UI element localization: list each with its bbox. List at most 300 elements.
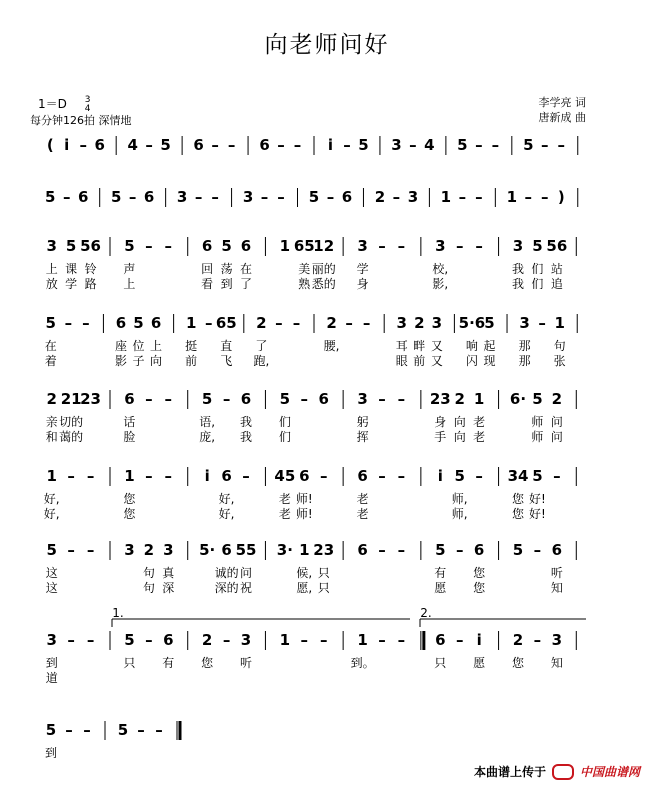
lyric-syllable: 师, — [451, 507, 468, 521]
lyric-syllable: 向 — [150, 354, 163, 368]
note: – — [277, 188, 285, 206]
note: 6 — [259, 136, 270, 154]
lyric-syllable: 只 — [434, 656, 447, 670]
note: 2 — [551, 390, 563, 408]
note: 45 — [274, 467, 296, 485]
lyric-syllable: 好! — [529, 507, 546, 521]
note: – — [145, 631, 153, 649]
lyric-syllable: 熟 — [298, 277, 311, 291]
note: 6 — [77, 188, 89, 206]
footer-text: 本曲谱上传于 — [473, 765, 546, 779]
lyric-syllable: 响 — [465, 339, 478, 353]
note: 2 — [454, 390, 465, 408]
note: – — [455, 631, 464, 649]
lyric-syllable: 到 — [220, 277, 233, 291]
note: 6 — [124, 390, 135, 408]
note: – — [145, 237, 153, 255]
lyric-syllable: 那 — [518, 339, 531, 353]
lyric-syllable: 看 — [201, 277, 214, 291]
lyric-syllable: 耳 — [395, 339, 408, 353]
lyric-syllable: 深 — [162, 581, 175, 595]
lyric-syllable: 深的 — [214, 581, 239, 595]
lyric-syllable: 句 — [142, 566, 155, 580]
note: 3 — [124, 541, 135, 559]
lyric-syllable: 只 — [317, 581, 330, 595]
note: 3 — [163, 541, 174, 559]
lyric-syllable: 老 — [473, 415, 486, 429]
note: 5 — [110, 188, 122, 206]
lyric-syllable: 脸 — [123, 430, 136, 444]
lyric-syllable: 张 — [553, 354, 566, 368]
lyric-syllable: 眼 — [395, 354, 408, 368]
lyric-syllable: 您 — [511, 507, 525, 521]
note: 1 — [440, 188, 452, 206]
lyric-syllable: 声 — [123, 262, 136, 276]
note: 65 — [215, 314, 237, 332]
lyric-syllable: 铃 — [84, 262, 97, 276]
lyric-syllable: 有 — [162, 656, 175, 670]
note: 6 — [318, 390, 329, 408]
note: – — [275, 314, 283, 332]
note: 3 — [391, 136, 402, 154]
lyric-syllable: 子 — [132, 354, 145, 368]
lyric-syllable: 真 — [162, 566, 175, 580]
note: – — [164, 390, 173, 408]
note: 5 — [124, 631, 135, 649]
note: 5 — [45, 188, 56, 206]
note: 3 — [519, 314, 530, 332]
note: – — [292, 314, 301, 332]
note: 5 — [523, 136, 534, 154]
note: 6 — [357, 541, 368, 559]
footer — [474, 763, 640, 780]
note: 2 — [414, 314, 425, 332]
time-signature-bottom: 4 — [84, 103, 91, 114]
site-name: 中国曲谱网 — [579, 765, 640, 779]
note: 3 — [46, 237, 57, 255]
note: – — [553, 467, 561, 485]
note: 2 — [256, 314, 267, 332]
composer: 唐新成 曲 — [538, 111, 586, 124]
note: 5 — [512, 541, 524, 559]
volta-label: 2. — [420, 606, 432, 620]
note: – — [524, 188, 533, 206]
note: – — [128, 188, 137, 206]
note: – — [533, 631, 542, 649]
lyric-syllable: 老 — [278, 492, 291, 506]
note: 3 — [435, 237, 446, 255]
lyricist: 李学亮 词 — [538, 96, 586, 109]
lyric-syllable: 上 — [150, 339, 163, 353]
note: 3 — [551, 631, 563, 649]
lyric-syllable: 身 — [434, 415, 447, 429]
note: 3 — [176, 188, 188, 206]
note: i — [64, 136, 70, 154]
note: 3 — [396, 314, 407, 332]
note: 5 — [358, 136, 369, 154]
note: 5 — [133, 314, 144, 332]
note: – — [378, 390, 386, 408]
note: – — [242, 467, 250, 485]
note: 6 — [221, 541, 232, 559]
lyric-syllable: 手 — [434, 430, 447, 444]
note: – — [145, 136, 153, 154]
note: 6 — [221, 467, 232, 485]
note: 5 — [484, 314, 495, 332]
note: 5 — [308, 188, 320, 206]
lyric-syllable: 直 — [220, 339, 233, 353]
lyric-syllable: 这 — [45, 566, 58, 580]
note: – — [145, 390, 153, 408]
lyric-syllable: 话 — [123, 415, 136, 429]
note: – — [145, 467, 153, 485]
note: 2 — [201, 631, 213, 649]
lyric-syllable: 到 — [45, 656, 58, 670]
note: 5 — [279, 390, 291, 408]
lyric-syllable: 我 — [239, 430, 253, 444]
note: – — [378, 237, 386, 255]
lyric-syllable: 好, — [43, 492, 60, 506]
lyric-syllable: 老 — [473, 430, 486, 444]
lyric-syllable: 丽的 — [311, 262, 336, 276]
note: 6 — [193, 136, 204, 154]
note: – — [164, 237, 173, 255]
lyric-syllable: 听 — [239, 656, 253, 670]
note: 3 — [357, 390, 368, 408]
note: 6 — [240, 390, 252, 408]
lyric-syllable: 好, — [218, 492, 235, 506]
lyric-syllable: 亲 — [45, 415, 58, 429]
note: – — [300, 390, 309, 408]
note: 3· — [276, 541, 293, 559]
note: – — [541, 136, 549, 154]
lyric-syllable: 现 — [483, 354, 496, 368]
note: 5 — [65, 237, 77, 255]
lyric-syllable: 您 — [473, 581, 486, 595]
lyric-syllable: 们 — [278, 415, 291, 429]
note: ) — [557, 188, 565, 206]
note: – — [491, 136, 500, 154]
lyric-syllable: 师 — [531, 430, 544, 444]
note: 5 — [45, 721, 57, 739]
note: 6 — [357, 467, 368, 485]
lyric-syllable: 回 — [201, 262, 214, 276]
lyric-syllable: 老 — [278, 507, 291, 521]
lyric-syllable: 好! — [529, 492, 546, 506]
note: 5 — [45, 314, 56, 332]
time-signature-top: 3 — [84, 94, 91, 105]
note: 5 — [124, 237, 135, 255]
note: 5· — [199, 541, 216, 559]
note: 1 — [357, 631, 368, 649]
lyric-syllable: 到。 — [350, 656, 375, 670]
lyric-syllable: 我 — [511, 277, 525, 291]
lyric-syllable: 校, — [432, 262, 449, 276]
note: 6 — [435, 631, 446, 649]
note: – — [475, 188, 483, 206]
note: 1 — [299, 541, 310, 559]
lyric-syllable: 向 — [453, 430, 466, 444]
lyric-syllable: 影 — [114, 354, 127, 368]
note: 6 — [551, 541, 563, 559]
note: – — [300, 631, 309, 649]
note: – — [67, 467, 75, 485]
note: 5 — [117, 721, 129, 739]
note: 21 — [60, 390, 82, 408]
note: 2 — [143, 541, 155, 559]
lyric-syllable: 飞 — [220, 354, 233, 368]
lyric-syllable: 们 — [531, 277, 544, 291]
lyric-syllable: 在 — [239, 262, 253, 276]
note: 6· — [509, 390, 527, 408]
note: 5 — [532, 390, 543, 408]
lyric-syllable: 问 — [550, 430, 563, 444]
lyric-syllable: 追 — [550, 277, 563, 291]
lyric-syllable: 上 — [123, 277, 136, 291]
note: – — [397, 390, 406, 408]
note: – — [227, 136, 236, 154]
note: 5 — [201, 390, 213, 408]
lyric-syllable: 荡 — [220, 262, 233, 276]
note: – — [293, 136, 302, 154]
lyric-syllable: 候, — [296, 566, 313, 580]
note: 6 — [163, 631, 174, 649]
note: 6 — [115, 314, 127, 332]
note: 5 — [221, 237, 232, 255]
lyric-syllable: 愿 — [473, 656, 486, 670]
note: 2 — [374, 188, 386, 206]
note: 55 — [235, 541, 257, 559]
note: 2 — [46, 390, 57, 408]
lyric-syllable: 师! — [295, 507, 313, 521]
lyric-syllable: 位 — [132, 339, 145, 353]
lyric-syllable: 老 — [356, 507, 369, 521]
lyric-syllable: 句 — [553, 339, 566, 353]
note: 3 — [46, 631, 57, 649]
note: – — [155, 721, 163, 739]
note: 2 — [512, 631, 524, 649]
lyric-syllable: 您 — [123, 507, 136, 521]
lyric-syllable: 放 — [45, 277, 58, 291]
note: – — [260, 188, 269, 206]
note: – — [82, 314, 90, 332]
note: – — [378, 467, 386, 485]
note: – — [211, 188, 219, 206]
lyric-syllable: 学 — [356, 262, 369, 276]
note: – — [455, 237, 464, 255]
note: – — [277, 136, 285, 154]
note: 3 — [357, 237, 368, 255]
lyric-syllable: 句 — [142, 581, 155, 595]
lyric-syllable: 挺 — [185, 339, 198, 353]
note: 3 — [407, 188, 419, 206]
note: 1 — [473, 390, 485, 408]
note: 1 — [279, 237, 291, 255]
note: – — [86, 467, 95, 485]
lyric-syllable: 知 — [550, 581, 563, 595]
lyric-syllable: 了 — [239, 277, 253, 291]
note: 5 — [435, 541, 446, 559]
note: – — [397, 541, 406, 559]
note: – — [392, 188, 401, 206]
note: 5 — [160, 136, 171, 154]
lyric-syllable: 路 — [84, 277, 97, 291]
lyric-syllable: 您 — [511, 492, 525, 506]
lyric-syllable: 听 — [550, 566, 563, 580]
lyric-syllable: 前 — [413, 354, 426, 368]
note: 23 — [80, 390, 102, 408]
lyric-syllable: 了 — [255, 339, 268, 353]
lyric-syllable: 我 — [511, 262, 525, 276]
lyric-syllable: 切的 — [59, 415, 84, 429]
note: – — [211, 136, 219, 154]
lyric-syllable: 座 — [114, 339, 127, 353]
lyric-syllable: 好, — [218, 507, 235, 521]
note: – — [83, 721, 91, 739]
note: – — [409, 136, 417, 154]
tempo-marking: 每分钟126拍 深情地 — [30, 114, 132, 127]
note: 23 — [429, 390, 451, 408]
lyric-syllable: 只 — [123, 656, 136, 670]
lyric-syllable: 悉的 — [311, 277, 336, 291]
note: 6 — [201, 237, 213, 255]
lyric-syllable: 站 — [550, 262, 563, 276]
lyric-syllable: 师! — [295, 492, 313, 506]
lyric-syllable: 这 — [45, 581, 58, 595]
lyric-syllable: 庞, — [199, 430, 216, 444]
lyric-syllable: 畔 — [413, 339, 426, 353]
lyric-syllable: 影, — [432, 277, 449, 291]
note: – — [137, 721, 145, 739]
lyric-syllable: 前 — [185, 354, 198, 368]
note: – — [319, 467, 328, 485]
lyric-syllable: 蔼的 — [59, 430, 84, 444]
lyric-syllable: 问 — [550, 415, 563, 429]
lyric-syllable: 又 — [430, 339, 443, 353]
lyric-syllable: 道 — [45, 671, 58, 685]
lyric-syllable: 跑, — [253, 354, 270, 368]
note: – — [194, 188, 203, 206]
lyric-syllable: 到 — [44, 746, 58, 760]
note: – — [397, 467, 406, 485]
note: i — [476, 631, 482, 649]
lyric-syllable: 诚的 — [214, 566, 239, 580]
lyric-syllable: 好, — [43, 507, 60, 521]
note: – — [204, 314, 213, 332]
lyric-syllable: 师 — [531, 415, 544, 429]
note: 4 — [424, 136, 435, 154]
note: 1 — [506, 188, 518, 206]
lyric-syllable: 美 — [298, 262, 311, 276]
note: 3 — [242, 188, 254, 206]
note: – — [475, 136, 483, 154]
note: – — [79, 136, 87, 154]
note: – — [343, 136, 351, 154]
lyric-syllable: 腰, — [323, 339, 340, 353]
note: 6 — [473, 541, 485, 559]
lyric-syllable: 和 — [45, 430, 58, 444]
note: – — [164, 467, 173, 485]
lyric-syllable: 学 — [65, 277, 78, 291]
lyric-syllable: 们 — [531, 262, 544, 276]
lyric-syllable: 您 — [511, 656, 525, 670]
lyric-syllable: 在 — [44, 339, 57, 353]
note: – — [378, 631, 386, 649]
note: 5 — [532, 237, 543, 255]
note: – — [222, 631, 231, 649]
note: 1 — [279, 631, 291, 649]
note: 56 — [80, 237, 102, 255]
note: – — [475, 467, 483, 485]
note: 6 — [240, 237, 252, 255]
lyric-syllable: 又 — [430, 354, 443, 368]
note: 3 — [512, 237, 524, 255]
lyric-syllable: 起 — [483, 339, 496, 353]
lyric-syllable: 上 — [45, 262, 58, 276]
lyric-syllable: 师, — [451, 492, 468, 506]
note: i — [327, 136, 334, 154]
note: 6 — [299, 467, 310, 485]
note: 5 — [457, 136, 468, 154]
note: 23 — [313, 541, 335, 559]
note: – — [319, 631, 328, 649]
lyric-syllable: 我 — [239, 415, 253, 429]
key-label: 1＝D — [38, 97, 67, 111]
lyric-syllable: 身 — [356, 277, 369, 291]
note: – — [362, 314, 371, 332]
lyric-syllable: 挥 — [356, 430, 369, 444]
lyric-syllable: 老 — [356, 492, 369, 506]
note: 5·6 — [458, 314, 486, 332]
note: 6 — [94, 136, 105, 154]
note: – — [455, 541, 464, 559]
note: 4 — [127, 136, 138, 154]
lyric-syllable: 向 — [453, 415, 466, 429]
note: 12 — [313, 237, 335, 255]
lyric-syllable: 那 — [518, 354, 531, 368]
note: – — [67, 631, 75, 649]
lyric-syllable: 问 — [239, 566, 253, 580]
page-title: 向老师问好 — [264, 32, 390, 58]
note: 5 — [46, 541, 57, 559]
note: 2 — [326, 314, 337, 332]
lyric-syllable: 您 — [201, 656, 214, 670]
note: i — [437, 467, 443, 485]
lyric-syllable: 愿 — [434, 581, 447, 595]
note: – — [378, 541, 386, 559]
lyric-syllable: 祝 — [239, 581, 253, 595]
lyric-syllable: 知 — [550, 656, 563, 670]
note: 56 — [546, 237, 568, 255]
note: 65 — [293, 237, 315, 255]
note: – — [86, 541, 95, 559]
note: – — [65, 721, 73, 739]
lyric-syllable: 着 — [44, 354, 57, 368]
note: 1 — [46, 467, 57, 485]
lyric-syllable: 语, — [199, 415, 216, 429]
lyric-syllable: 愿, — [296, 581, 313, 595]
note: i — [204, 467, 210, 485]
volta-label: 1. — [112, 606, 124, 620]
note: 34 — [507, 467, 529, 485]
note: 1 — [554, 314, 565, 332]
lyric-syllable: 课 — [65, 262, 78, 276]
note: – — [397, 631, 406, 649]
lyric-syllable: 有 — [434, 566, 447, 580]
note: 3 — [431, 314, 443, 332]
site-logo-icon — [552, 764, 574, 780]
note: – — [67, 541, 75, 559]
